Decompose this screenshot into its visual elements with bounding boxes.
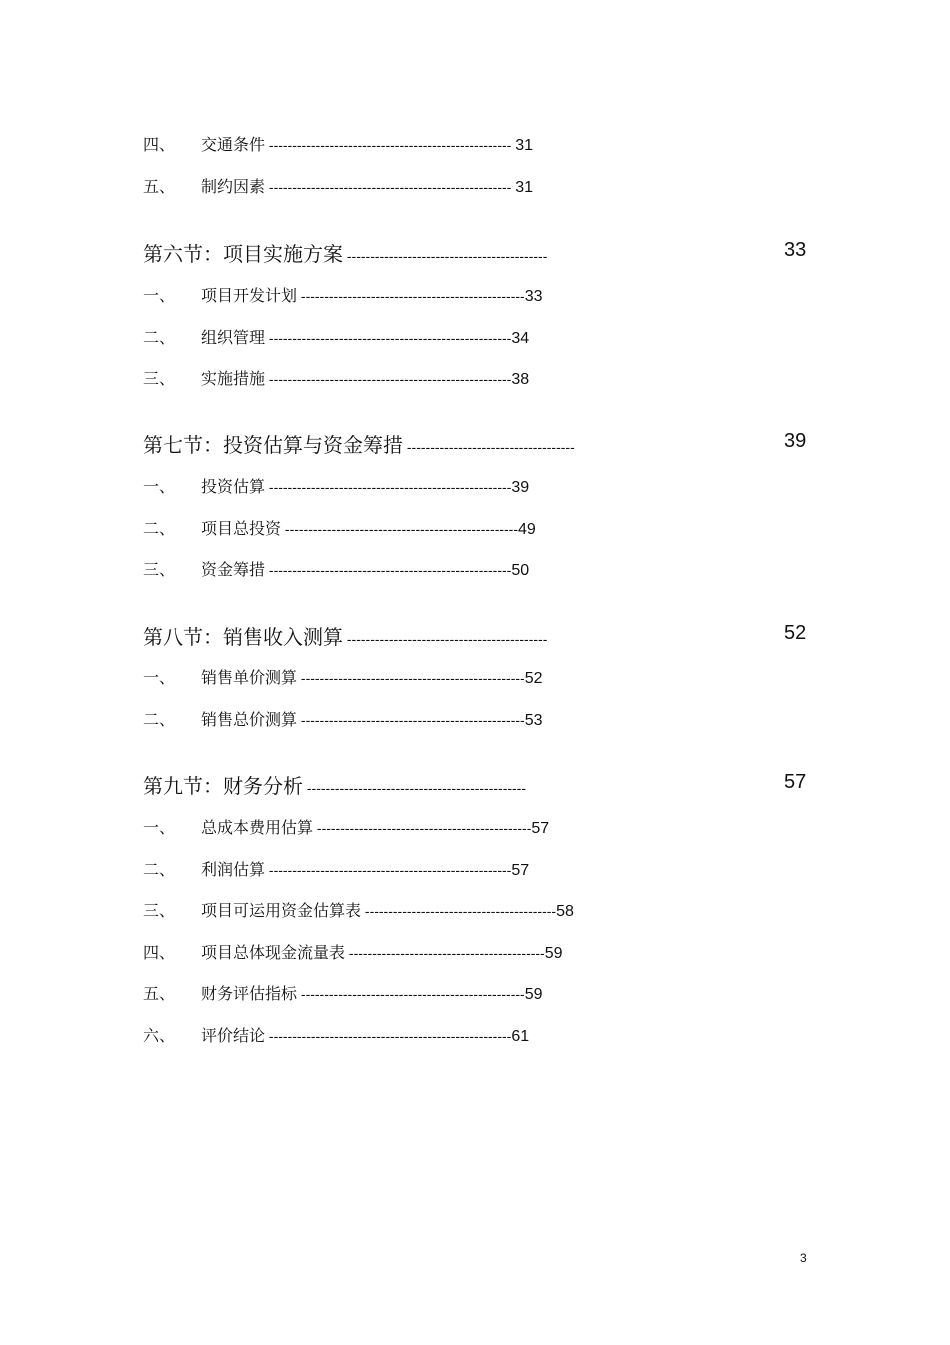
- toc-entry-number: 三、: [143, 560, 176, 579]
- toc-section-title: 第八节：销售收入测算: [143, 625, 343, 649]
- toc-entry[interactable]: [143, 132, 533, 155]
- toc-entry[interactable]: [143, 981, 542, 1004]
- toc-entry-page: 38: [511, 371, 530, 388]
- toc-entry[interactable]: [143, 557, 529, 580]
- toc-section-dots: -------------------------------------------: [343, 248, 548, 264]
- toc-entry-page: 57: [531, 820, 550, 837]
- toc-entry-title: 制约因素: [201, 177, 266, 196]
- toc-entry-page: 59: [524, 986, 543, 1003]
- toc-entry-title: 组织管理: [201, 328, 266, 347]
- toc-entry-page: 52: [524, 670, 543, 687]
- toc-entry-dots: ----------------------------------------------------: [265, 1028, 512, 1044]
- toc-section[interactable]: [143, 238, 547, 267]
- toc-entry-dots: ----------------------------------------------------: [265, 479, 512, 495]
- toc-entry-dots: ------------------------------------------------: [297, 986, 525, 1002]
- toc-entry-dots: ----------------------------------------------------: [265, 562, 512, 578]
- toc-entry[interactable]: [143, 898, 574, 921]
- toc-entry-number: 一、: [143, 286, 176, 305]
- page-number: 3: [800, 1251, 807, 1265]
- toc-entry-page: 57: [511, 862, 530, 879]
- toc-entry-number: 二、: [143, 860, 176, 879]
- toc-entry-title: 项目可运用资金估算表: [201, 901, 362, 920]
- toc-entry-title: 评价结论: [201, 1026, 266, 1045]
- toc-section-dots: -----------------------------------------------: [303, 780, 527, 796]
- toc-entry-number: 一、: [143, 818, 176, 837]
- toc-entry-dots: --------------------------------------------------: [281, 521, 519, 537]
- toc-entry[interactable]: [143, 940, 563, 963]
- toc-entry-page: 33: [524, 288, 543, 305]
- toc-entry-title: 实施措施: [201, 369, 266, 388]
- toc-entry[interactable]: [143, 665, 542, 688]
- toc-section-title: 第六节：项目实施方案: [143, 242, 343, 266]
- toc-entry-dots: ----------------------------------------------------: [265, 137, 516, 153]
- toc-entry-dots: ------------------------------------------------: [297, 288, 525, 304]
- toc-entry-dots: ----------------------------------------------------: [265, 330, 512, 346]
- toc-section-dots: -------------------------------------------: [343, 631, 548, 647]
- toc-entry-title: 总成本费用估算: [201, 818, 314, 837]
- toc-entry-title: 项目总体现金流量表: [201, 943, 346, 962]
- toc-section[interactable]: [143, 429, 575, 458]
- toc-entry[interactable]: [143, 283, 542, 306]
- toc-section-title: 第七节：投资估算与资金筹措: [143, 433, 403, 457]
- toc-entry-number: 一、: [143, 668, 176, 687]
- toc-entry-dots: ------------------------------------------------: [297, 712, 525, 728]
- toc-entry-page: 31: [515, 179, 534, 196]
- toc-entry-number: 二、: [143, 328, 176, 347]
- toc-entry-title: 投资估算: [201, 477, 266, 496]
- toc-section-page: 57: [784, 771, 807, 793]
- toc-entry-dots: ----------------------------------------------: [313, 820, 532, 836]
- toc-entry[interactable]: [143, 174, 533, 197]
- toc-entry-dots: ----------------------------------------------------: [265, 862, 512, 878]
- toc-entry-dots: ------------------------------------------------: [297, 670, 525, 686]
- toc-section[interactable]: [143, 621, 547, 650]
- toc-section-page: 39: [784, 430, 807, 452]
- toc-entry-page: 31: [515, 137, 534, 154]
- toc-entry-number: 四、: [143, 135, 176, 154]
- toc-entry-page: 61: [511, 1028, 530, 1045]
- toc-entry-dots: ----------------------------------------------------: [265, 179, 516, 195]
- toc-entry-title: 项目总投资: [201, 519, 282, 538]
- toc-entry[interactable]: [143, 707, 542, 730]
- toc-entry-title: 财务评估指标: [201, 984, 298, 1003]
- toc-entry-title: 项目开发计划: [201, 286, 298, 305]
- toc-entry-page: 58: [556, 903, 574, 920]
- toc-entry-number: 五、: [143, 984, 176, 1003]
- toc-entry[interactable]: [143, 815, 549, 838]
- toc-entry[interactable]: [143, 325, 529, 348]
- toc-entry-page: 59: [544, 945, 563, 962]
- toc-entry[interactable]: [143, 474, 529, 497]
- toc-entry-number: 四、: [143, 943, 176, 962]
- toc-entry-dots: ----------------------------------------------------: [265, 371, 512, 387]
- toc-entry-number: 六、: [143, 1026, 176, 1045]
- toc-entry-number: 三、: [143, 901, 176, 920]
- toc-entry-number: 二、: [143, 710, 176, 729]
- toc-entry-page: 34: [511, 330, 530, 347]
- toc-entry-page: 53: [524, 712, 543, 729]
- toc-section-dots: ------------------------------------: [403, 439, 575, 455]
- toc-section-title: 第九节：财务分析: [143, 774, 303, 798]
- toc-entry-title: 销售单价测算: [201, 668, 298, 687]
- toc-entry-number: 一、: [143, 477, 176, 496]
- toc-entry-dots: -----------------------------------------: [361, 903, 557, 919]
- toc-entry-title: 资金筹措: [201, 560, 266, 579]
- toc-entry[interactable]: [143, 516, 536, 539]
- toc-entry-page: 49: [518, 521, 536, 538]
- toc-section-page: 52: [784, 622, 807, 644]
- toc-entry-title: 销售总价测算: [201, 710, 298, 729]
- toc-entry-dots: ------------------------------------------: [345, 945, 545, 961]
- toc-section[interactable]: [143, 770, 526, 799]
- toc-entry-title: 交通条件: [201, 135, 266, 154]
- toc-entry-number: 二、: [143, 519, 176, 538]
- toc-entry-number: 五、: [143, 177, 176, 196]
- toc-entry[interactable]: [143, 366, 529, 389]
- toc-entry[interactable]: [143, 1023, 529, 1046]
- toc-entry-title: 利润估算: [201, 860, 266, 879]
- toc-entry-number: 三、: [143, 369, 176, 388]
- toc-entry[interactable]: [143, 857, 529, 880]
- toc-entry-page: 50: [511, 562, 530, 579]
- toc-entry-page: 39: [511, 479, 530, 496]
- toc-section-page: 33: [784, 239, 807, 261]
